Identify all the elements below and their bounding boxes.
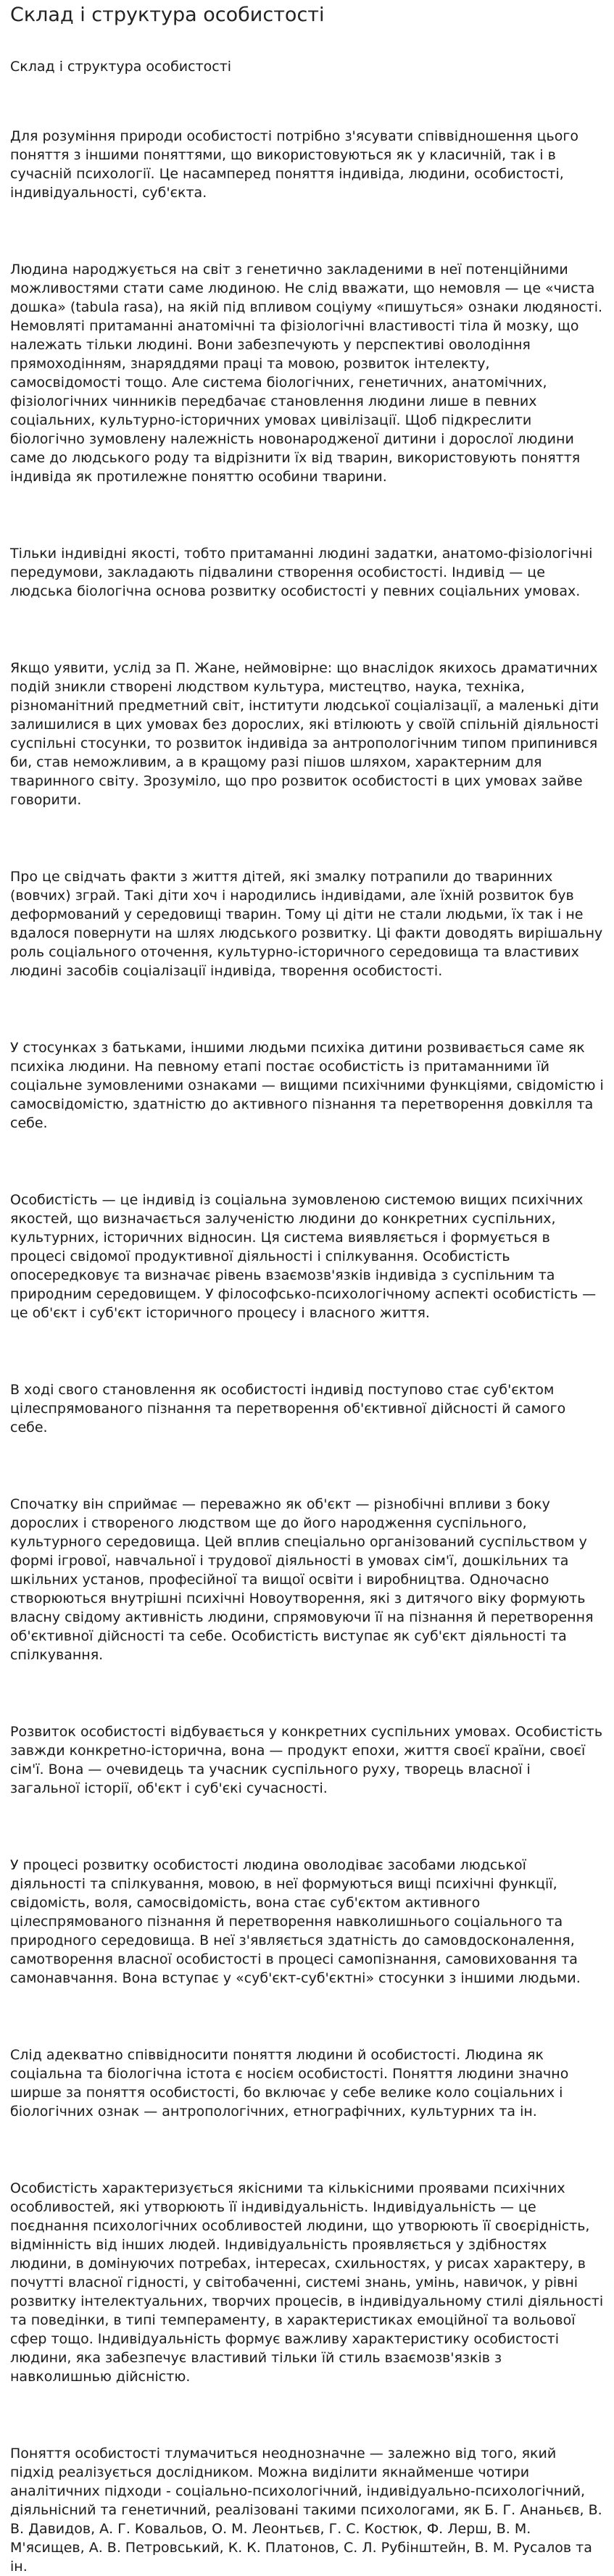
paragraph-9: Спочатку він сприймає — переважно як об'єкт — різнобічні впливи з боку дорослих і створеного людством ще до його народження суспільного, культурного середовища. Цей вплив спеціально організований суспільством у формі ігрової, навчальної і трудової діяльності в умовах сім'ї, дошкільних та шкільних установ, професійної та вищої освіти і виробництва. Одночасно створюються внутрішні психічні Новоутворення, які з дитячого віку формують власну свідому активність людини, спрямовуючи її на пізнання й перетворення об'єктивної дійсності та себе. Особистість виступає як суб'єкт діяльності та спілкування. — [10, 1496, 594, 1663]
paragraph-1: Для розуміння природи особистості потрібно з'ясувати співвідношення цього поняття з іншими поняттями, що використовуються як у класичній, так і в сучасній психології. Це насамперед поняття індивіда, людини, особистості, індивідуальності, суб'єкта. — [10, 128, 578, 201]
paragraph-3: Тільки індивідні якості, тобто притаманні людині задатки, анатомо-фізіологічні передумови, закладають підвалини створення особистості. Індивід — це людська біологічна основа розвитку особистості у певних соціальних умовах. — [10, 546, 593, 599]
paragraph-2: Людина народжується на світ з генетично закладеними в неї потенційними можливостями стати саме людиною. Не слід вважати, що немовля — це «чиста дошка» (tabula rasa), на якій під впливом соціуму «пишуться» ознаки людяності. Немовляті притаманні анатомічні та фізіологічні властивості тіла й мозку, що належать тільки людині. Вони забезпечують у перспективі оволодіння прямоходінням, знаряддями праці та мовою, розвиток інтелекту, самосвідомості тощо. Але система біологічних, генетичних, анатомічних, фізіологічних чинників передбачає становлення людини лише в певних соціальних, культурно-історичних умовах цивілізації. Щоб підкреслити біологічно зумовлену належність новонародженої дитини і дорослої людини саме до людського роду та відрізнити їх від тварин, використовують поняття індивіда як протилежне поняттю особини тварини. — [10, 262, 603, 485]
paragraph-6: У стосунках з батьками, іншими людьми психіка дитини розвивається саме як психіка людини. На певному етапі постає особистість із притаманними їй соціальне зумовленими ознаками — вищими психічними функціями, свідомістю і самосвідомістю, здатністю до активного пізнання та перетворення довкілля та себе. — [10, 1040, 604, 1131]
paragraph-11: У процесі розвитку особистості людина оволодіває засобами людської діяльності та спілкування, мовою, в неї формуються вищі психічні функції, свідомість, воля, самосвідомість, вона стає суб'єктом активного цілеспрямованого пізнання й перетворення навколишнього соціального та природного середовища. В неї з'являється здатність до самовдосконалення, самотворення власної особистості в процесі самопізнання, самовиховання та самонавчання. Вона вступає у «суб'єкт-суб'єктні» стосунки з іншими людьми. — [10, 1857, 581, 1986]
paragraph-10: Розвиток особистості відбувається у конкретних суспільних умовах. Особистість завжди конкретно-історична, вона — продукт епохи, життя своєї країни, своєї сім'ї. Вона — очевидець та учасник суспільного руху, творець власної і загальної історії, об'єкт і суб'єкі сучасності. — [10, 1724, 603, 1796]
paragraph-13: Особистість характеризується якісними та кількісними проявами психічних особливостей, які утворюють її індивідуальність. Індивідуальність — це поєднання психологічних особливостей людини, що утворюють її своєрідність, відмінність від інших людей. Індивідуальність проявляється у здібностях людини, в домінуючих потребах, інтересах, схильностях, у рисах характеру, в почутті власної гідності, у світобаченні, системі знань, умінь, навичок, у рівні розвитку інтелектуальних, творчих процесів, в індивідуальному стилі діяльності та поведінки, в типі темпераменту, в характеристиках емоційної та вольової сфер тощо. Індивідуальність формує важливу характеристику особистості людини, яка забезпечує властивий тільки їй стиль взаємозв'язків з навколишнью дійсністю. — [10, 2180, 604, 2385]
paragraph-5: Про це свідчать факти з життя дітей, які змалку потрапили до тваринних (вовчих) зграй. Такі діти хоч і народились індивідами, але їхній розвиток був деформований у середовищі тварин. Тому ці діти не стали людьми, їх так і не вдалося повернути на шлях людського розвитку. Ці факти доводять вирішальну роль соціального оточення, культурно-історичного середовища та властивих людині засобів соціалізації індивіда, творення особистості. — [10, 869, 603, 979]
paragraph-4: Якщо уявити, услід за П. Жане, неймовірне: що внаслідок якихось драматичних подій зникли створені людством культура, мистецтво, наука, техніка, різноманітний предметний світ, інститути людської соціалізації, а маленькі діти залишилися в цих умовах без дорослих, які втілюють у своїй спільній діяльності суспільні стосунки, то розвиток індивіда за антропологічним типом припинився би, став неможливим, а в кращому разі пішов шляхом, характерним для тваринного світу. Зрозуміло, що про розвиток особистості в цих умовах зайве говорити. — [10, 660, 600, 808]
paragraph-8: В ході свого становлення як особистості індивід поступово стає суб'єктом цілеспрямованого пізнання та перетворення об'єктивної дійсності й самого себе. — [10, 1382, 566, 1435]
paragraph-14: Поняття особистості тлумачиться неоднозначне — залежно від того, який підхід реалізується дослідником. Можна виділити якнайменше чотири аналітичних підходи - соціально-психологічний, індивідуально-психологічний, діяльнісний та генетичний, реалізовані такими психологами, як Б. Г. Ананьєв, В. В. Давидов, А. Г. Ковальов, О. М. Леонтьєв, Г. С. Костюк, Ф. Лерш, В. М. М'ясищев, А. В. Петровський, К. К. Платонов, С. Л. Рубінштейн, В. М. Русалов та ін. — [10, 2446, 602, 2575]
paragraph-7: Особистість — це індивід із соціальна зумовленою системою вищих психічних якостей, що визначається залученістю людини до конкретних суспільних, культурних, історичних відносин. Ця система виявляється і формується в процесі свідомої продуктивної діяльності і спілкування. Особистість опосередковує та визначає рівень взаємозв'язків індивіда з суспільним та природним середовищем. У філософсько-психологічному аспекті особистість — це об'єкт і суб'єкт історичного процесу і власного життя. — [10, 1192, 597, 1321]
page-title: Склад і структура особистості — [10, 4, 325, 26]
paragraph-12: Слід адекватно співвідносити поняття людини й особистості. Людина як соціальна та біологічна істота є носієм особистості. Поняття людини значно ширше за поняття особистості, бо включає у себе велике коло соціальних і біологічних ознак — антропологічних, етнографічних, культурних та ін. — [10, 2047, 569, 2119]
article-subtitle: Склад і структура особистості — [10, 59, 232, 75]
